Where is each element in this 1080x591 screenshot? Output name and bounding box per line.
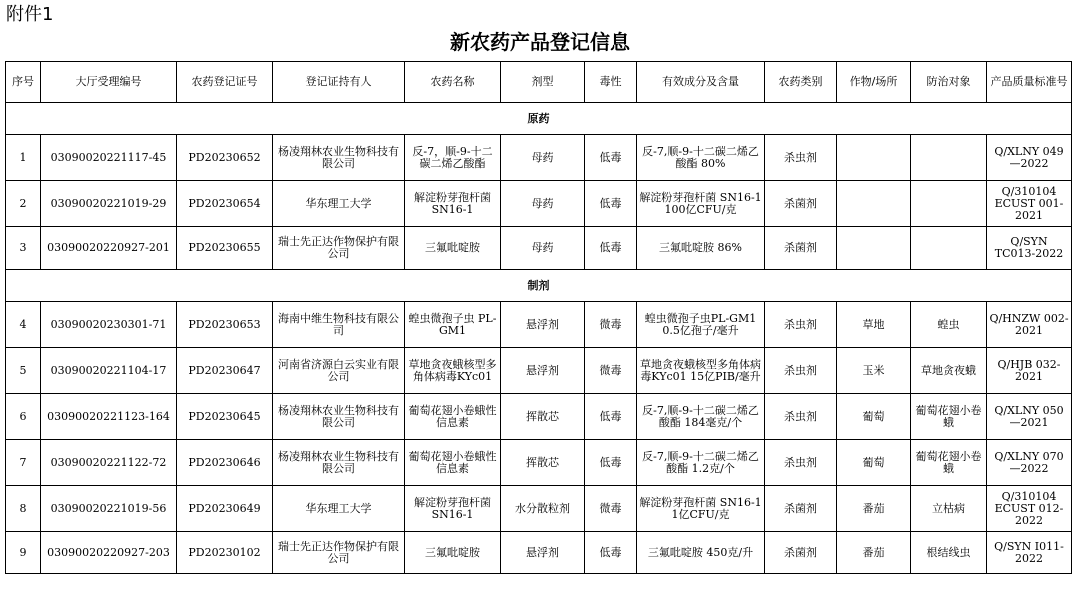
- cell-formulation: 母药: [501, 227, 585, 270]
- cell-crop: 葡萄: [837, 440, 911, 486]
- cell-toxicity: 微毒: [585, 302, 637, 348]
- cell-index: 6: [6, 394, 41, 440]
- header-active-ingredient: 有效成分及含量: [637, 62, 765, 103]
- cell-target: 葡萄花翅小卷蛾: [911, 394, 987, 440]
- cell-active-ingredient: 反-7,顺-9-十二碳二烯乙酸酯 1.2克/个: [637, 440, 765, 486]
- cell-acceptance-no: 03090020221117-45: [41, 135, 177, 181]
- cell-pesticide-name: 葡萄花翅小卷蛾性信息素: [405, 440, 501, 486]
- cell-registration-no: PD20230649: [177, 486, 273, 532]
- cell-crop: 番茄: [837, 486, 911, 532]
- cell-acceptance-no: 03090020221104-17: [41, 348, 177, 394]
- table-header-row: [6, 62, 1072, 103]
- cell-pesticide-name: 反-7，顺-9-十二碳二烯乙酸酯: [405, 135, 501, 181]
- cell-index: 4: [6, 302, 41, 348]
- cell-category: 杀菌剂: [765, 486, 837, 532]
- attachment-label: 附件1: [6, 4, 54, 25]
- cell-registration-no: PD20230655: [177, 227, 273, 270]
- cell-category: 杀虫剂: [765, 394, 837, 440]
- cell-crop: [837, 227, 911, 270]
- cell-toxicity: 低毒: [585, 135, 637, 181]
- header-index: 序号: [6, 62, 41, 103]
- header-registration-no: 农药登记证号: [177, 62, 273, 103]
- header-category: 农药类别: [765, 62, 837, 103]
- cell-standard: Q/310104 ECUST 001-2021: [987, 181, 1072, 227]
- table-row: [6, 302, 1072, 348]
- cell-target: 立枯病: [911, 486, 987, 532]
- cell-registration-no: PD20230645: [177, 394, 273, 440]
- cell-pesticide-name: 葡萄花翅小卷蛾性信息素: [405, 394, 501, 440]
- cell-acceptance-no: 03090020221122-72: [41, 440, 177, 486]
- cell-target: 根结线虫: [911, 532, 987, 574]
- cell-category: 杀菌剂: [765, 227, 837, 270]
- cell-category: 杀虫剂: [765, 348, 837, 394]
- cell-formulation: 母药: [501, 181, 585, 227]
- cell-toxicity: 微毒: [585, 348, 637, 394]
- cell-pesticide-name: 蝗虫微孢子虫 PL-GM1: [405, 302, 501, 348]
- cell-crop: 草地: [837, 302, 911, 348]
- cell-holder: 杨凌翔林农业生物科技有限公司: [273, 440, 405, 486]
- cell-holder: 华东理工大学: [273, 486, 405, 532]
- cell-pesticide-name: 三氟吡啶胺: [405, 227, 501, 270]
- cell-toxicity: 低毒: [585, 440, 637, 486]
- cell-standard: Q/HJB 032-2021: [987, 348, 1072, 394]
- table-row: [6, 486, 1072, 532]
- cell-index: 5: [6, 348, 41, 394]
- cell-formulation: 母药: [501, 135, 585, 181]
- cell-standard: Q/SYN TC013-2022: [987, 227, 1072, 270]
- cell-formulation: 悬浮剂: [501, 532, 585, 574]
- cell-target: [911, 181, 987, 227]
- cell-formulation: 水分散粒剂: [501, 486, 585, 532]
- document-title: 新农药产品登记信息: [450, 30, 630, 54]
- cell-standard: Q/XLNY 070—2022: [987, 440, 1072, 486]
- cell-registration-no: PD20230646: [177, 440, 273, 486]
- cell-acceptance-no: 03090020220927-203: [41, 532, 177, 574]
- table-row: [6, 135, 1072, 181]
- cell-crop: 番茄: [837, 532, 911, 574]
- cell-index: 3: [6, 227, 41, 270]
- cell-acceptance-no: 03090020220927-201: [41, 227, 177, 270]
- cell-active-ingredient: 三氟吡啶胺 450克/升: [637, 532, 765, 574]
- cell-formulation: 挥散芯: [501, 440, 585, 486]
- cell-active-ingredient: 蝗虫微孢子虫PL-GM1 0.5亿孢子/毫升: [637, 302, 765, 348]
- table-row: [6, 440, 1072, 486]
- cell-acceptance-no: 03090020221019-29: [41, 181, 177, 227]
- cell-category: 杀菌剂: [765, 532, 837, 574]
- cell-toxicity: 低毒: [585, 394, 637, 440]
- cell-index: 8: [6, 486, 41, 532]
- cell-acceptance-no: 03090020221019-56: [41, 486, 177, 532]
- cell-holder: 杨凌翔林农业生物科技有限公司: [273, 394, 405, 440]
- cell-active-ingredient: 反-7,顺-9-十二碳二烯乙酸酯 80%: [637, 135, 765, 181]
- cell-crop: [837, 181, 911, 227]
- cell-active-ingredient: 草地贪夜蛾核型多角体病毒KYc01 15亿PIB/毫升: [637, 348, 765, 394]
- cell-crop: 葡萄: [837, 394, 911, 440]
- cell-standard: Q/310104 ECUST 012-2022: [987, 486, 1072, 532]
- cell-target: 蝗虫: [911, 302, 987, 348]
- header-holder: 登记证持有人: [273, 62, 405, 103]
- header-standard: 产品质量标准号: [987, 62, 1072, 103]
- cell-acceptance-no: 03090020221123-164: [41, 394, 177, 440]
- cell-index: 2: [6, 181, 41, 227]
- cell-toxicity: 微毒: [585, 486, 637, 532]
- cell-category: 杀虫剂: [765, 440, 837, 486]
- cell-registration-no: PD20230653: [177, 302, 273, 348]
- header-target: 防治对象: [911, 62, 987, 103]
- cell-standard: Q/XLNY 049—2022: [987, 135, 1072, 181]
- table-row: [6, 227, 1072, 270]
- header-crop: 作物/场所: [837, 62, 911, 103]
- cell-active-ingredient: 解淀粉芽孢杆菌 SN16-1 100亿CFU/克: [637, 181, 765, 227]
- cell-index: 1: [6, 135, 41, 181]
- cell-category: 杀菌剂: [765, 181, 837, 227]
- table-row: [6, 532, 1072, 574]
- cell-target: [911, 135, 987, 181]
- cell-registration-no: PD20230654: [177, 181, 273, 227]
- table-row: [6, 181, 1072, 227]
- cell-standard: Q/SYN I011-2022: [987, 532, 1072, 574]
- cell-index: 7: [6, 440, 41, 486]
- cell-category: 杀虫剂: [765, 302, 837, 348]
- cell-toxicity: 低毒: [585, 181, 637, 227]
- cell-acceptance-no: 03090020230301-71: [41, 302, 177, 348]
- cell-formulation: 挥散芯: [501, 394, 585, 440]
- cell-category: 杀虫剂: [765, 135, 837, 181]
- cell-index: 9: [6, 532, 41, 574]
- cell-active-ingredient: 反-7,顺-9-十二碳二烯乙酸酯 184毫克/个: [637, 394, 765, 440]
- table-row: [6, 348, 1072, 394]
- cell-pesticide-name: 解淀粉芽孢杆菌 SN16-1: [405, 486, 501, 532]
- table-row: [6, 394, 1072, 440]
- header-formulation: 剂型: [501, 62, 585, 103]
- cell-target: [911, 227, 987, 270]
- cell-toxicity: 低毒: [585, 227, 637, 270]
- cell-holder: 海南中维生物科技有限公司: [273, 302, 405, 348]
- cell-formulation: 悬浮剂: [501, 302, 585, 348]
- section-row-formulation: [6, 270, 1072, 302]
- cell-standard: Q/HNZW 002-2021: [987, 302, 1072, 348]
- cell-pesticide-name: 解淀粉芽孢杆菌 SN16-1: [405, 181, 501, 227]
- cell-registration-no: PD20230647: [177, 348, 273, 394]
- cell-crop: 玉米: [837, 348, 911, 394]
- cell-standard: Q/XLNY 050—2021: [987, 394, 1072, 440]
- cell-holder: 华东理工大学: [273, 181, 405, 227]
- cell-holder: 河南省济源白云实业有限公司: [273, 348, 405, 394]
- cell-active-ingredient: 解淀粉芽孢杆菌 SN16-1 1亿CFU/克: [637, 486, 765, 532]
- cell-toxicity: 低毒: [585, 532, 637, 574]
- section-label: 原药: [6, 103, 1072, 135]
- cell-registration-no: PD20230102: [177, 532, 273, 574]
- cell-crop: [837, 135, 911, 181]
- registration-table: [5, 61, 1072, 574]
- cell-holder: 瑞士先正达作物保护有限公司: [273, 532, 405, 574]
- section-row-technical: [6, 103, 1072, 135]
- cell-formulation: 悬浮剂: [501, 348, 585, 394]
- cell-holder: 瑞士先正达作物保护有限公司: [273, 227, 405, 270]
- section-label: 制剂: [6, 270, 1072, 302]
- cell-target: 草地贪夜蛾: [911, 348, 987, 394]
- header-pesticide-name: 农药名称: [405, 62, 501, 103]
- cell-pesticide-name: 三氟吡啶胺: [405, 532, 501, 574]
- cell-active-ingredient: 三氟吡啶胺 86%: [637, 227, 765, 270]
- header-toxicity: 毒性: [585, 62, 637, 103]
- cell-pesticide-name: 草地贪夜蛾核型多角体病毒KYc01: [405, 348, 501, 394]
- cell-holder: 杨凌翔林农业生物科技有限公司: [273, 135, 405, 181]
- cell-registration-no: PD20230652: [177, 135, 273, 181]
- header-acceptance-no: 大厅受理编号: [41, 62, 177, 103]
- cell-target: 葡萄花翅小卷蛾: [911, 440, 987, 486]
